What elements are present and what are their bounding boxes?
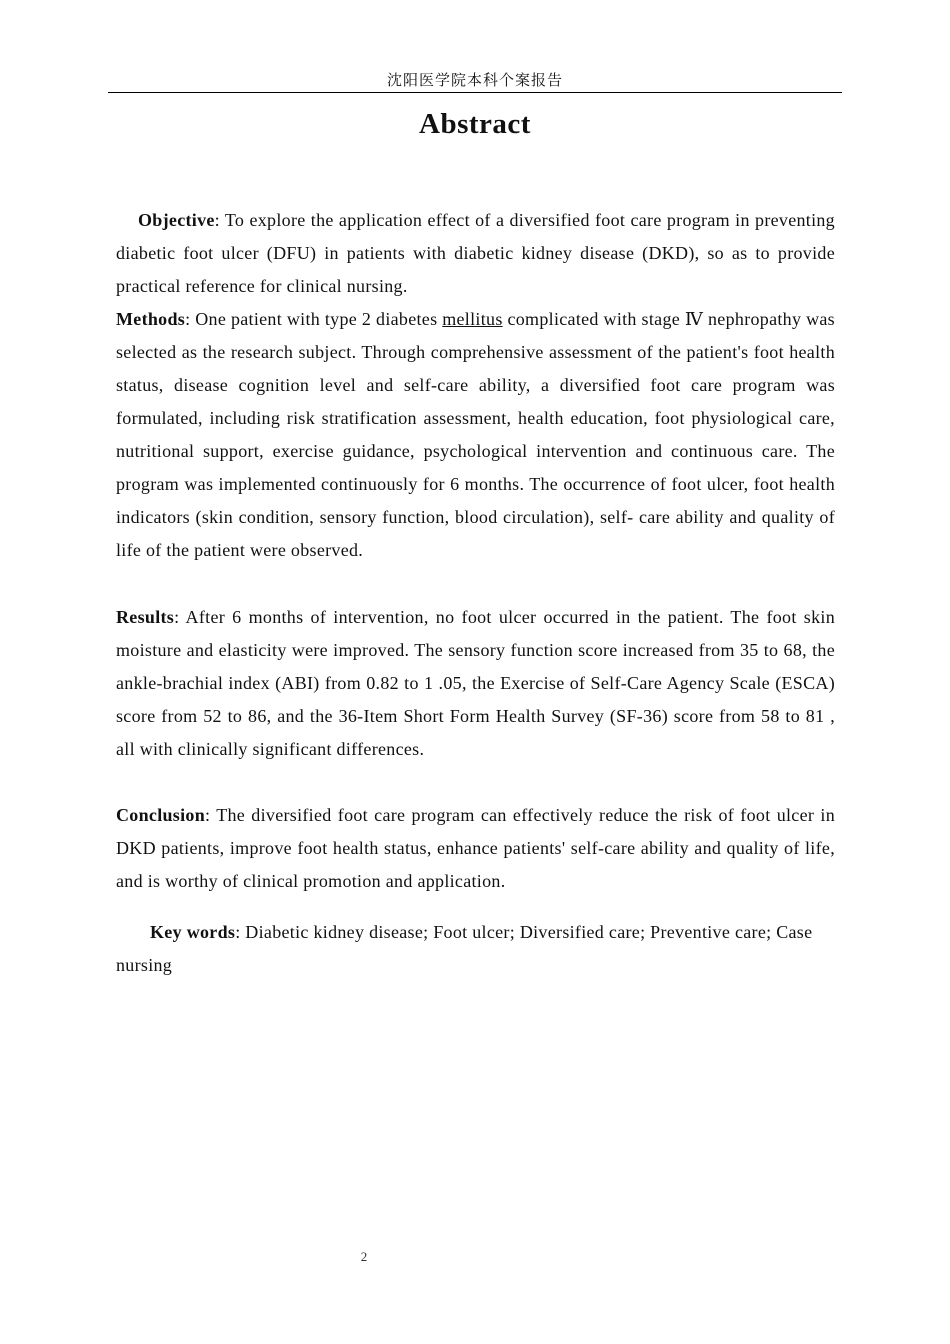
running-header-title: 沈阳医学院本科个案报告: [386, 71, 563, 89]
objective-text: : To explore the application effect of a diversified foot care program in preventing diabetic foot ulcer (DFU) in patients with diabetic kidney disease (DKD), so as to provide practical reference for clinical nursing.: [116, 210, 835, 296]
results-label: Results: [116, 607, 175, 627]
conclusion-label: Conclusion: [116, 805, 206, 825]
methods-underlined-term: mellitus: [442, 309, 503, 329]
methods-text-after: complicated with stage Ⅳ nephropathy was selected as the research subject. Through comprehensive assessment of the patient's foot health status, disease cognition level and self-care ability, a diversified foot care program was formulated, including risk stratification assessment, health education, foot physiological care, nutritional support, exercise guidance, psychological intervention and continuous care. The program was implemented continuously for 6 months. The occurrence of foot ulcer, foot health indicators (skin condition, sensory function, blood circulation), self- care ability and quality of life of the patient were observed.: [116, 309, 835, 560]
methods-label: Methods: [116, 309, 186, 329]
conclusion-paragraph: [116, 799, 835, 898]
methods-text-before: : One patient with type 2 diabetes: [185, 309, 443, 329]
running-header: [108, 70, 842, 93]
conclusion-text: : The diversified foot care program can effectively reduce the risk of foot ulcer in DKD patients, improve foot health status, enhance patients' self-care ability and quality of life, and is worthy of clinical promotion and application.: [116, 805, 835, 891]
results-text: : After 6 months of intervention, no foot ulcer occurred in the patient. The foot skin moisture and elasticity were improved. The sensory function score increased from 35 to 68, the ankle-brachial index (ABI) from 0.82 to 1 .05, the Exercise of Self-Care Agency Scale (ESCA) score from 52 to 86, and the 36-Item Short Form Health Survey (SF-36) score from 58 to 81 , all with clinically significant differences.: [116, 607, 835, 759]
objective-label: Objective: [138, 210, 215, 230]
methods-paragraph: [116, 303, 835, 567]
page-number: 2: [360, 1249, 368, 1264]
abstract-title: Abstract: [419, 108, 531, 140]
keywords-text: : Diabetic kidney disease; Foot ulcer; Diversified care; Preventive care; Case nursing: [116, 922, 813, 975]
keywords-paragraph: [116, 916, 816, 982]
results-paragraph: [116, 601, 835, 766]
keywords-label: Key words: [150, 922, 236, 942]
objective-paragraph: [116, 204, 835, 303]
